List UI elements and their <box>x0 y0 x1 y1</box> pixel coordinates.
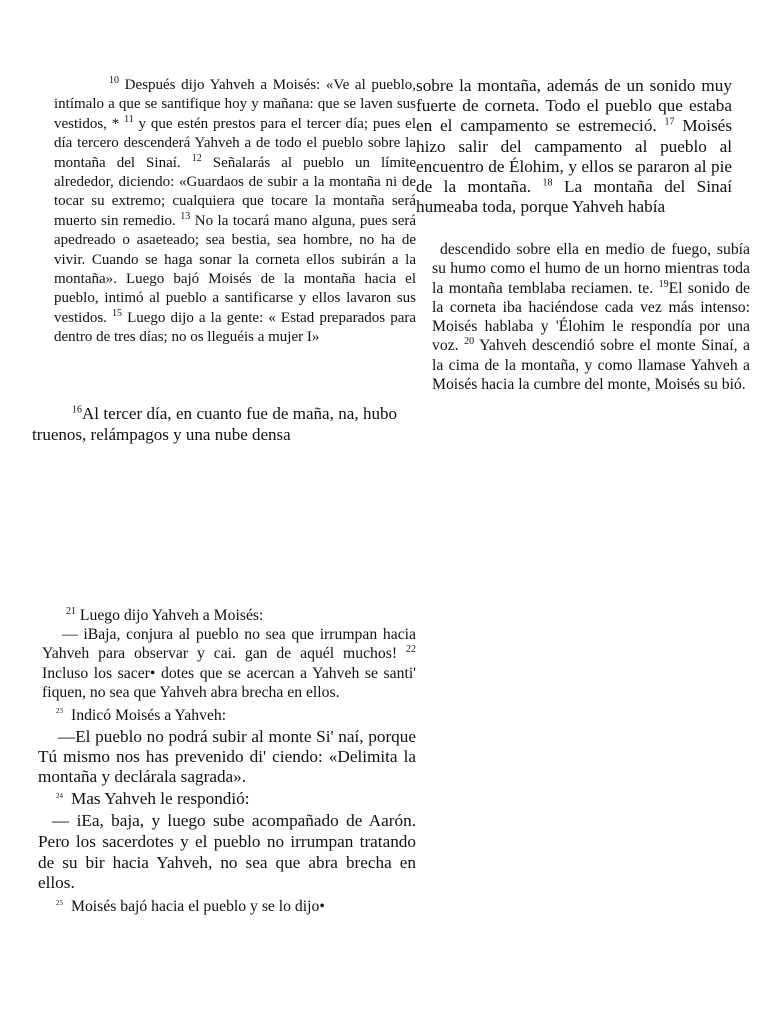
verse-number: 22 <box>406 644 416 656</box>
verse-text: —El pueblo no podrá subir al monte Si' naí, porque Tú mismo nos has prevenido di' ciendo: «Delimita la montaña y declárala sagrada». <box>38 726 416 787</box>
paragraph-v16-cont <box>416 76 732 217</box>
verse-text: El sonido de la corneta iba haciéndose cada vez más intenso: Moisés hablaba y 'Élohim le respondía por una voz. <box>432 279 750 355</box>
verse-text: descendido sobre ella en medio de fuego, subía su humo como el humo de un horno mientras toda la montaña temblaba reciamen. te. <box>432 241 750 297</box>
column-right-lower <box>432 240 750 394</box>
paragraph-v25 <box>38 897 416 916</box>
verse-number: 19 <box>658 278 669 290</box>
verse-number: 24 <box>56 791 63 800</box>
verse-number: 25 <box>56 898 63 907</box>
paragraph-v21-v22 <box>38 625 416 703</box>
column-right-upper <box>416 76 732 217</box>
verse-number: 17 <box>664 116 675 128</box>
verse-text: Moisés hizo salir del campamento al pueblo al encuentro de Élohim, y ellos se pararon al pie de la montaña. <box>416 116 733 197</box>
verse-number: 23 <box>56 707 63 716</box>
paragraph-v23 <box>38 706 416 725</box>
verse-text: sobre la montaña, además de un sonido muy fuerte de corneta. Todo el pueblo que estaba en el campamento se estremeció. <box>416 76 732 136</box>
verse-text: — iBaja, conjura al pueblo no sea que irrumpan hacia Yahveh para observar y cai. gan de aquél muchos! <box>42 626 416 663</box>
column-left-lower <box>32 404 397 445</box>
verse-text: Al tercer día, en cuanto fue de maña, na, hubo truenos, relámpagos y una nube densa <box>32 404 397 444</box>
verse-number: 15 <box>112 307 123 319</box>
paragraph-v16 <box>32 404 397 445</box>
verse-number: 20 <box>464 336 475 348</box>
paragraph-v10-v15 <box>54 76 416 348</box>
verse-number: 11 <box>124 113 134 125</box>
paragraph-v24-speech <box>38 811 416 893</box>
verse-text: Mas Yahveh le respondió: <box>71 789 250 809</box>
verse-text: No la tocará mano alguna, pues será apedreado o asaeteado; sea bestia, sea hombre, no ha de vivir. Cuando se haga sonar la corneta ellos subirán a la montaña». Luego bajó Moisés de la montaña hacia el pueblo, intimó al pueblo a santificarse y ellos lavaron sus vestidos. <box>54 212 417 326</box>
paragraph-v21 <box>38 606 416 625</box>
column-left-upper <box>54 76 416 348</box>
verse-text: Yahveh descendió sobre el monte Sinaí, a la cima de la montaña, y como llamase Yahveh a Moisés hacia la cumbre del monte, Moisés su bió. <box>432 337 751 394</box>
verse-text: Luego dijo a la gente: « Estad preparados para dentro de tres días; no os lleguéis a mujer I» <box>54 309 417 346</box>
verse-number: 12 <box>191 152 202 164</box>
paragraph-v23-speech <box>38 727 416 788</box>
verse-text: Incluso los sacer• dotes que se acercan a Yahveh se santi' fiquen, no sea que Yahveh abra brecha en ellos. <box>42 664 416 702</box>
verse-number: 10 <box>109 75 119 86</box>
verse-text: Después dijo Yahveh a Moisés: «Ve al pueblo, intímalo a que se santifique hoy y mañana: que se laven sus vestidos, * <box>54 77 416 132</box>
paragraph-v18-v20 <box>432 240 750 394</box>
verse-text: La montaña del Sinaí humeaba toda, porque Yahveh había <box>416 177 733 217</box>
paragraph-v24 <box>38 789 416 809</box>
verse-number: 18 <box>542 177 553 189</box>
verse-text: Señalarás al pueblo un límite alrededor, diciendo: «Guardaos de subir a la montaña ni de tocar su extremo; cualquiera que tocare la montaña será muerto sin remedio. <box>54 154 417 229</box>
verse-number: 13 <box>180 210 191 222</box>
section-lower <box>38 606 416 916</box>
verse-text: — iEa, baja, y luego sube acompañado de Aarón. Pero los sacerdotes y el pueblo no irrumpan tratando de su bir hacia Yahveh, no sea que abra brecha en ellos. <box>38 811 416 893</box>
verse-number: 21 <box>66 605 76 617</box>
verse-number: 16 <box>72 404 82 416</box>
verse-text: y que estén prestos para el tercer día; pues el día tercero descenderá Yahveh a de todo el pueblo sobre la montaña del Sinaí. <box>54 115 417 171</box>
verse-text: Luego dijo Yahveh a Moisés: <box>79 607 264 624</box>
verse-text: Indicó Moisés a Yahveh: <box>71 706 227 724</box>
verse-text: Moisés bajó hacia el pueblo y se lo dijo• <box>71 897 325 915</box>
